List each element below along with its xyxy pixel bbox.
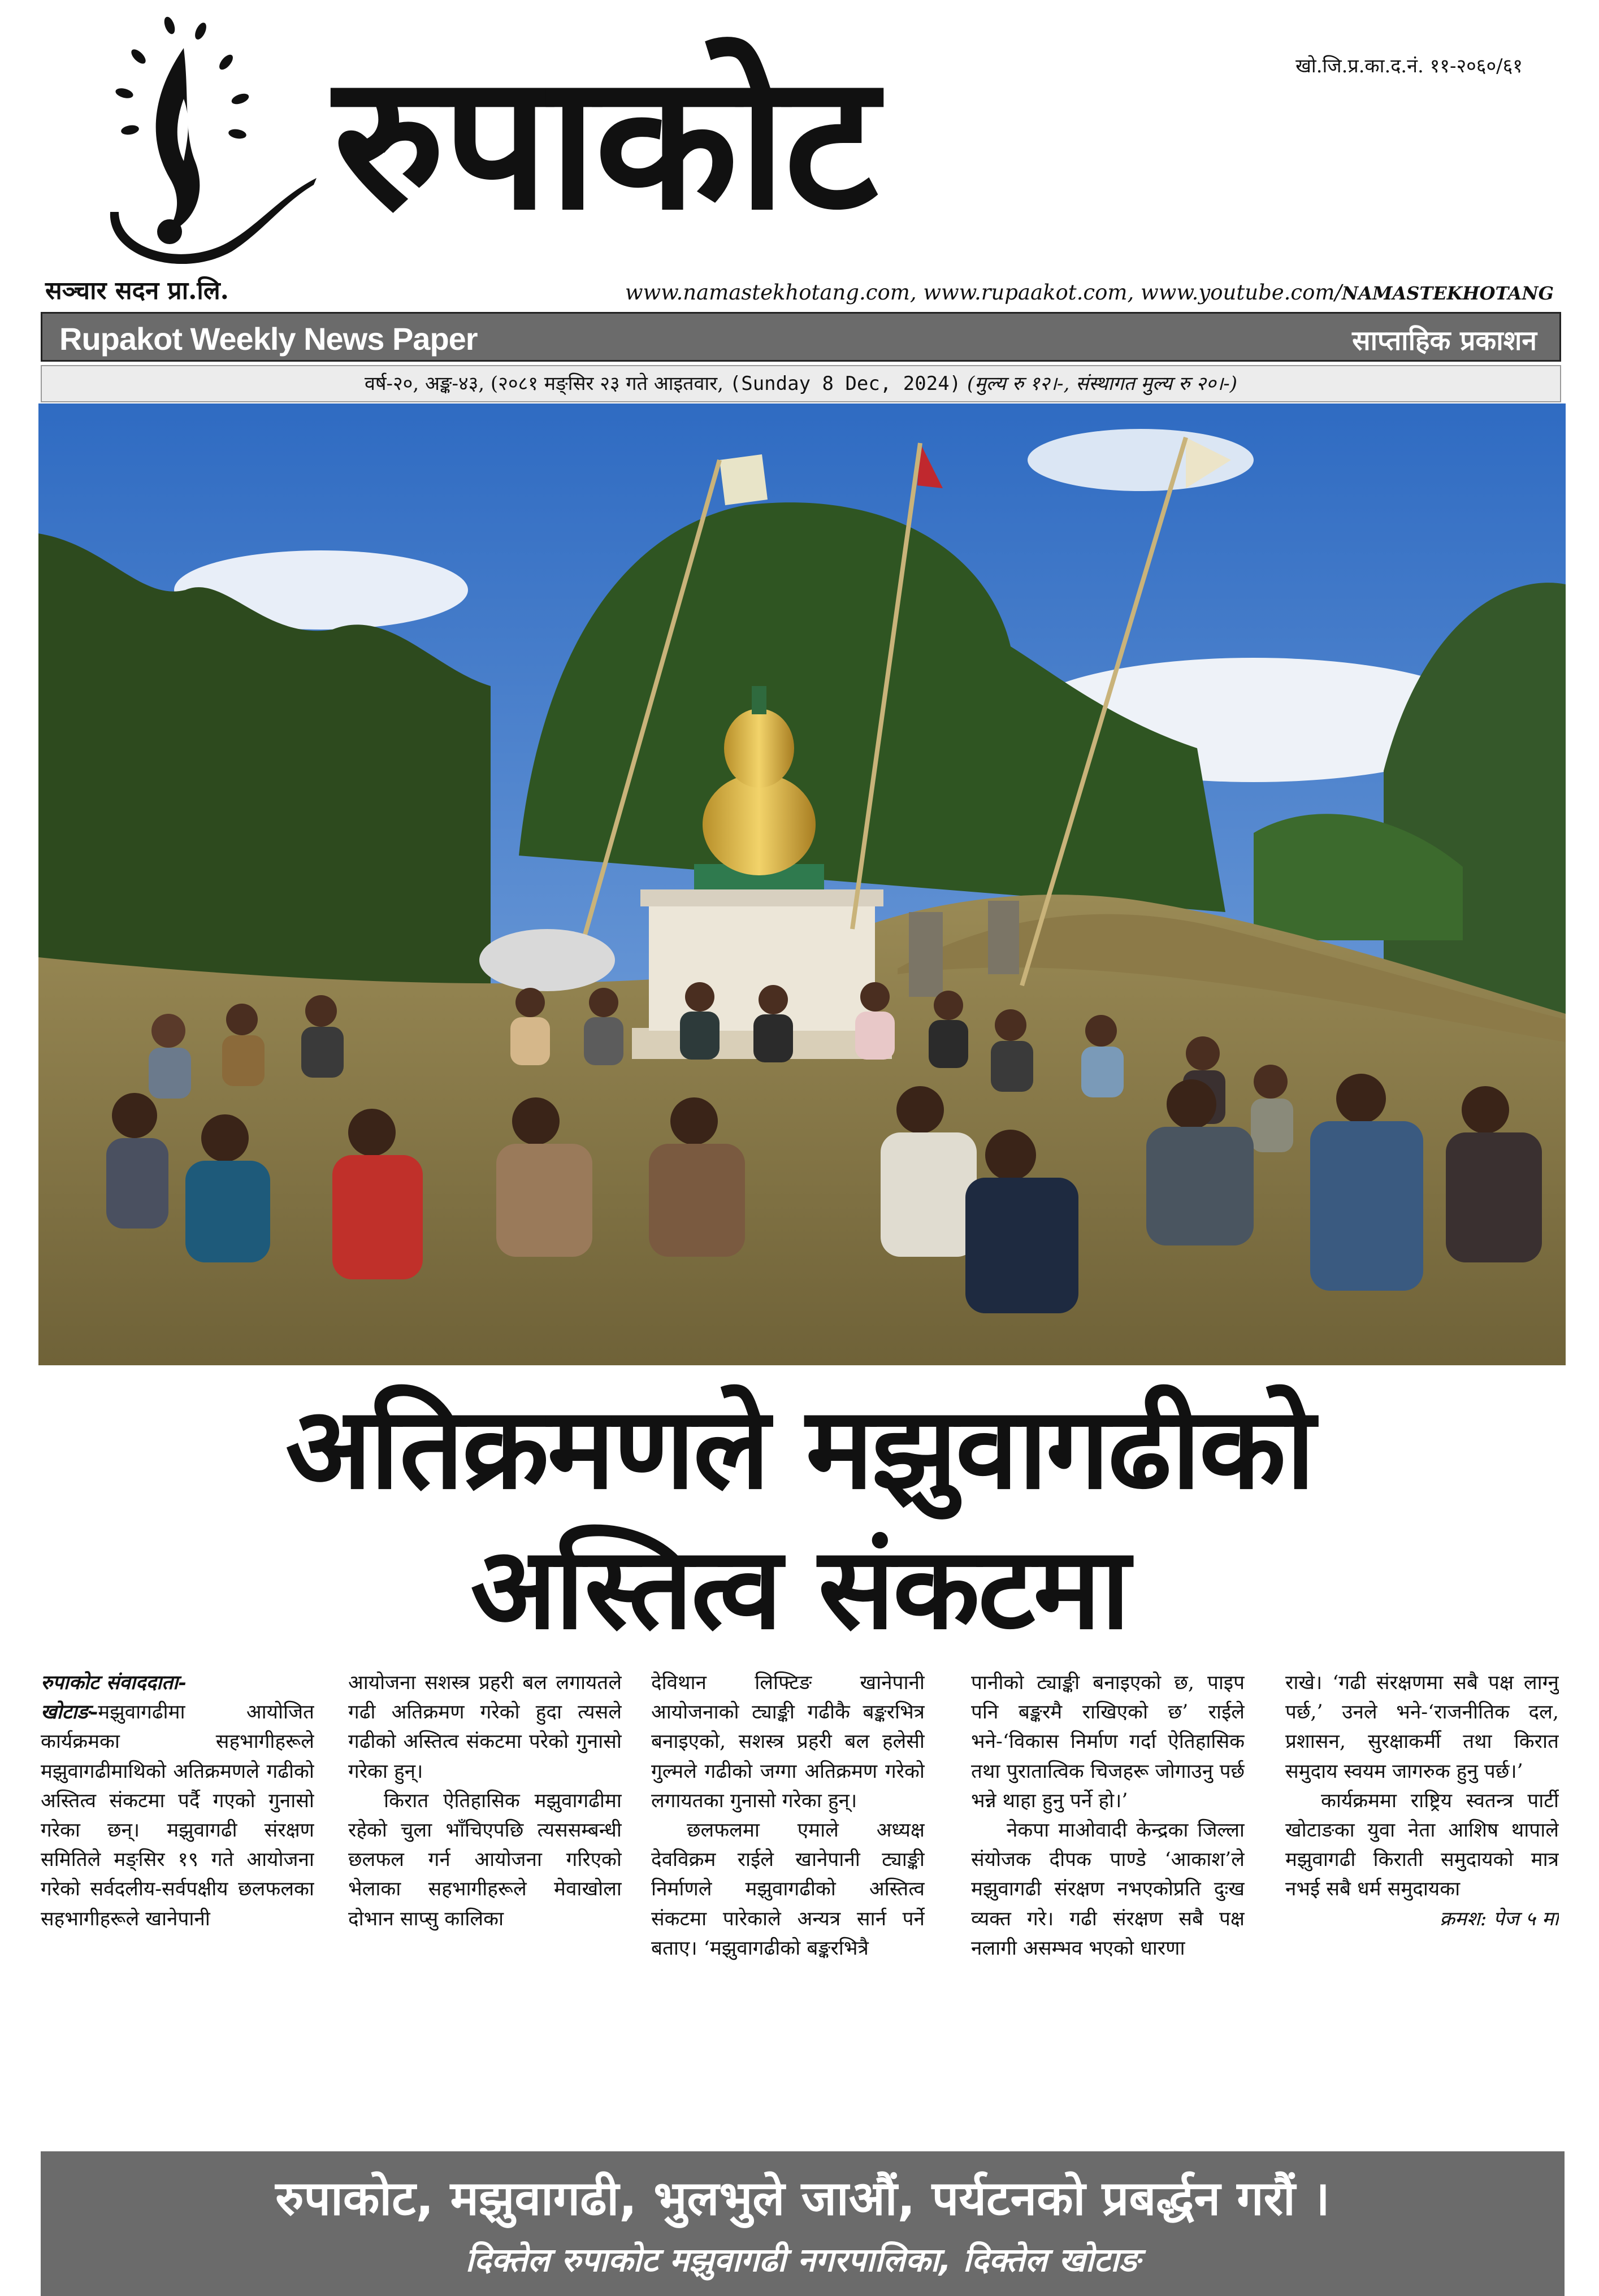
column-4-paragraph-1: पानीको ट्याङ्की बनाइएको छ, पाइप पनि बङ्करमै राखिएको छ’ राईले भने-‘विकास निर्माण गर्दा ऐतिहासिक तथा पुरातात्विक चिजहरू जोगाउनु पर्छ भन्ने थाहा हुनु पर्ने हो।’	[971, 1672, 1245, 1812]
masthead-banner	[41, 312, 1561, 362]
article-column-1	[41, 1668, 314, 2115]
headline	[0, 1379, 1599, 1659]
article-column-3	[651, 1668, 925, 2115]
issue-volume-date: वर्ष-२०, अङ्क-४३, (२०८१ मङ्सिर २३ गते आइतवार,	[364, 372, 730, 395]
issue-english-date: (Sunday 8 Dec, 2024)	[729, 372, 961, 395]
column-3-paragraph-1: देविथान लिफ्टिङ खानेपानी आयोजनाको ट्याङ्की गढीकै बङ्करभित्र बनाइएको, सशस्त्र प्रहरी बल हलेसी गुल्मले गढीको जग्गा अतिक्रमण गरेको लगायतका गुनासो गरेका हुन्।	[651, 1672, 925, 1812]
youtube-channel[interactable]: NAMASTEKHOTANG	[1341, 283, 1554, 304]
banner-frequency: साप्ताहिक प्रकाशन	[1352, 325, 1537, 357]
column-4-paragraph-2: नेकपा माओवादी केन्द्रका जिल्ला संयोजक दीपक पाण्डे ‘आकाश’ले मझुवागढी संरक्षण नभएकोप्रति दुःख व्यक्त गरे। गढी संरक्षण सबै पक्ष नलागी असम्भव भएको धारणा	[971, 1819, 1245, 1960]
continued-link[interactable]: क्रमश: पेज ५ मा	[1440, 1907, 1559, 1930]
websites-line[interactable]	[625, 280, 1554, 305]
meeting-photo	[38, 403, 1566, 1365]
issue-info-bar	[41, 365, 1561, 402]
websites-list[interactable]: www.namastekhotang.com, www.rupaakot.com, www.youtube.com/	[625, 280, 1342, 305]
article-column-2	[348, 1668, 622, 2115]
footer-location: दिक्तेल रुपाकोट मझुवागढी नगरपालिका, दिक्तेल खोटाङ	[465, 2241, 1140, 2279]
footer-banner	[41, 2151, 1565, 2296]
column-5-paragraph-2: कार्यक्रममा राष्ट्रिय स्वतन्त्र पार्टी खोटाङका युवा नेता आशिष थापाले मझुवागढी किराती समुदायको मात्र नभई सबै धर्म समुदायका	[1285, 1789, 1559, 1901]
registration-number: खो.जि.प्र.का.द.नं. ११-२०६०/६१	[1295, 55, 1523, 77]
newspaper-title: रुपाकोट	[333, 32, 876, 251]
publisher-name: सञ्चार सदन प्रा.लि.	[45, 276, 229, 305]
column-2-paragraph-2: किरात ऐतिहासिक मझुवागढीमा रहेको चुला भाँचिएपछि त्यससम्बन्धी छलफल गर्न आयोजना गरिएको भेलाका सहभागीहरूले मेवाखोला दोभान साप्सु कालिका	[348, 1789, 622, 1930]
issue-price: (मुल्य रु १२।-, संस्थागत मुल्य रु २०।-)	[961, 372, 1238, 395]
dateline: खोटाङ-	[41, 1700, 98, 1724]
column-5-paragraph-1: राखे। ‘गढी संरक्षणमा सबै पक्ष लाग्नु पर्छ,’ उनले भने-‘राजनीतिक दल, प्रशासन, सुरक्षाकर्मी तथा किरात समुदाय स्वयम जागरुक हुनु पर्छ।’	[1285, 1672, 1559, 1783]
byline: रुपाकोट संवाददाता-	[41, 1671, 187, 1694]
column-2-paragraph-1: आयोजना सशस्त्र प्रहरी बल लगायतले गढी अतिक्रमण गरेको हुदा त्यसले गढीको अस्तित्व संकटमा परेको गुनासो गरेका हुन्।	[348, 1672, 622, 1783]
footer-slogan: रुपाकोट, मझुवागढी, भुलभुले जाऔं, पर्यटनको प्रबर्द्धन गरौं ।	[275, 2171, 1330, 2226]
headline-line-2: अस्तित्व संकटमा	[470, 1523, 1129, 1655]
flame-logo-icon	[85, 8, 322, 274]
column-3-paragraph-2: छलफलमा एमाले अध्यक्ष देवविक्रम राईले खानेपानी ट्याङ्की निर्माणले मझुवागढीको अस्तित्व संकटमा पारेकाले अन्यत्र सार्न पर्ने बताए। ‘मझुवागढीको बङ्करभित्रै	[651, 1819, 925, 1960]
article-column-4	[971, 1668, 1245, 2115]
banner-paper-name: Rupakot Weekly News Paper	[59, 321, 478, 357]
headline-line-1: अतिक्रमणले मझुवागढीको	[285, 1383, 1314, 1514]
article-column-5	[1285, 1668, 1559, 2115]
column-1-text: मझुवागढीमा आयोजित कार्यक्रमका सहभागीहरूले मझुवागढीमाथिको अतिक्रमणले गढीको अस्तित्व संकटमा पर्दै गएको गुनासो गरेका छन्। मझुवागढी संरक्षण समितिले मङ्सिर १९ गते आयोजना गरेको सर्वदलीय-सर्वपक्षीय छलफलका सहभागीहरूले खानेपानी	[41, 1701, 314, 1930]
